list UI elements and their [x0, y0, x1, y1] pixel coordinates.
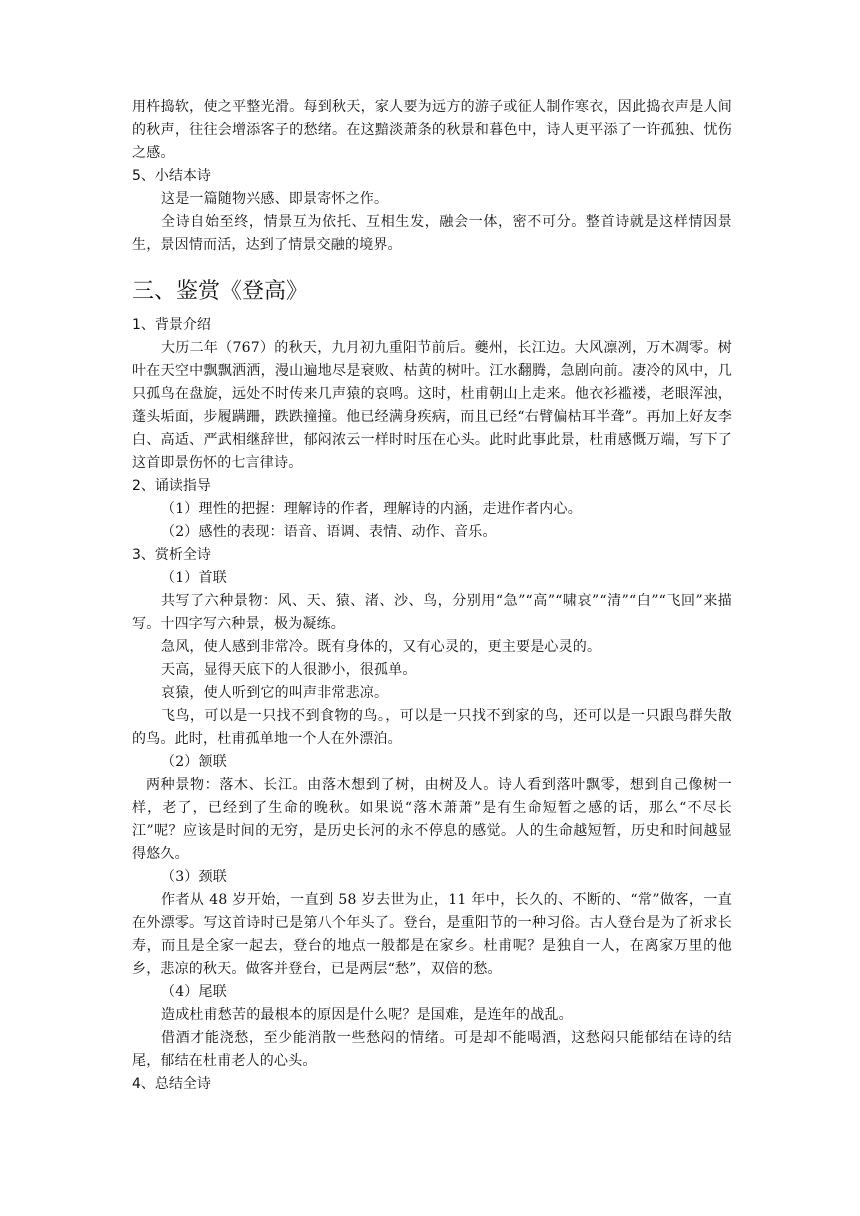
paragraph-continuation: 用杵捣软，使之平整光滑。每到秋天，家人要为远方的游子或征人制作寒衣，因此捣衣声是人间的秋声，往往会增添客子的愁绪。在这黯淡萧条的秋景和暮色中，诗人更平添了一许孤独、忧伤之感。: [132, 99, 732, 161]
couplet-label: （4）尾联: [161, 984, 227, 1000]
paragraph: 借酒才能浇愁，至少能消散一些愁闷的情绪。可是却不能喝酒，这愁闷只能郁结在诗的结尾，郁结在杜甫老人的心头。: [132, 1030, 732, 1069]
couplet-label: （2）颔联: [161, 754, 227, 770]
couplet-label: （1）首联: [161, 570, 227, 586]
paragraph: 天高，显得天底下的人很渺小，很孤单。: [161, 662, 417, 678]
paragraph: 两种景物：落木、长江。由落木想到了树，由树及人。诗人看到落叶飘零，想到自己像树一样，老了，已经到了生命的晚秋。如果说“落木萧萧”是有生命短暂之感的话，那么“不尽长江”呢？应该是时间的无穷，是历史长河的永不停息的感觉。人的生命越短暂，历史和时间越显得悠久。: [132, 777, 732, 862]
paragraph: 作者从 48 岁开始，一直到 58 岁去世为止，11 年中，长久的、不断的、“常”做客，一直在外漂零。写这首诗时已是第八个年头了。登台，是重阳节的一种习俗。古人登台是为了祈求长寿，而且是全家一起去，登台的地点一般都是在家乡。杜甫呢？是独自一人，在离家万里的他乡，悲凉的秋天。做客并登台，已是两层“愁”，双倍的愁。: [132, 892, 732, 977]
subsection-heading-analysis: 3、赏析全诗: [132, 547, 211, 563]
subsection-heading-reading-guide: 2、诵读指导: [132, 478, 211, 494]
subsection-heading-summary: 5、小结本诗: [132, 168, 211, 184]
list-item: （2）感性的表现：语音、语调、表情、动作、音乐。: [161, 524, 497, 540]
text-column: [132, 96, 732, 1096]
couplet-label: （3）颈联: [161, 869, 227, 885]
paragraph: 大历二年（767）的秋天，九月初九重阳节前后。夔州，长江边。大风凛冽，万木凋零。树叶在天空中飘飘洒洒，漫山遍地尽是衰败、枯黄的树叶。江水翻腾，急剧向前。凄冷的风中，几只孤鸟在盘旋，远处不时传来几声猿的哀鸣。这时，杜甫朝山上走来。他衣衫褴褛，老眼浑浊，蓬头垢面，步履蹒跚，跌跌撞撞。他已经满身疾病，而且已经“右臂偏枯耳半聋”。再加上好友李白、高适、严武相继辞世，郁闷浓云一样时时压在心头。此时此事此景，杜甫感慨万端，写下了这首即景伤怀的七言律诗。: [132, 340, 732, 471]
paragraph: 共写了六种景物：风、天、猿、渚、沙、鸟，分别用“急”“高”“啸哀”“清”“白”“飞回”来描写。十四字写六种景，极为凝练。: [132, 593, 732, 632]
paragraph: 全诗自始至终，情景互为依托、互相生发，融会一体，密不可分。整首诗就是这样情因景生，景因情而活，达到了情景交融的境界。: [132, 214, 732, 253]
paragraph: 这是一篇随物兴感、即景寄怀之作。: [161, 191, 389, 207]
subsection-heading-conclusion: 4、总结全诗: [132, 1076, 211, 1092]
paragraph: 哀猿，使人听到它的叫声非常悲凉。: [161, 685, 389, 701]
paragraph: 飞鸟，可以是一只找不到食物的鸟。，可以是一只找不到家的鸟，还可以是一只跟鸟群失散的鸟。此时，杜甫孤单地一个人在外漂泊。: [132, 708, 732, 747]
section-title: 三、鉴赏《登高》: [132, 279, 309, 304]
list-item: （1）理性的把握：理解诗的作者，理解诗的内涵，走进作者内心。: [161, 501, 582, 517]
subsection-heading-background: 1、背景介绍: [132, 317, 211, 333]
paragraph: 造成杜甫愁苦的最根本的原因是什么呢？是国难，是连年的战乱。: [161, 1007, 573, 1023]
paragraph: 急风，使人感到非常冷。既有身体的，又有心灵的，更主要是心灵的。: [161, 639, 602, 655]
